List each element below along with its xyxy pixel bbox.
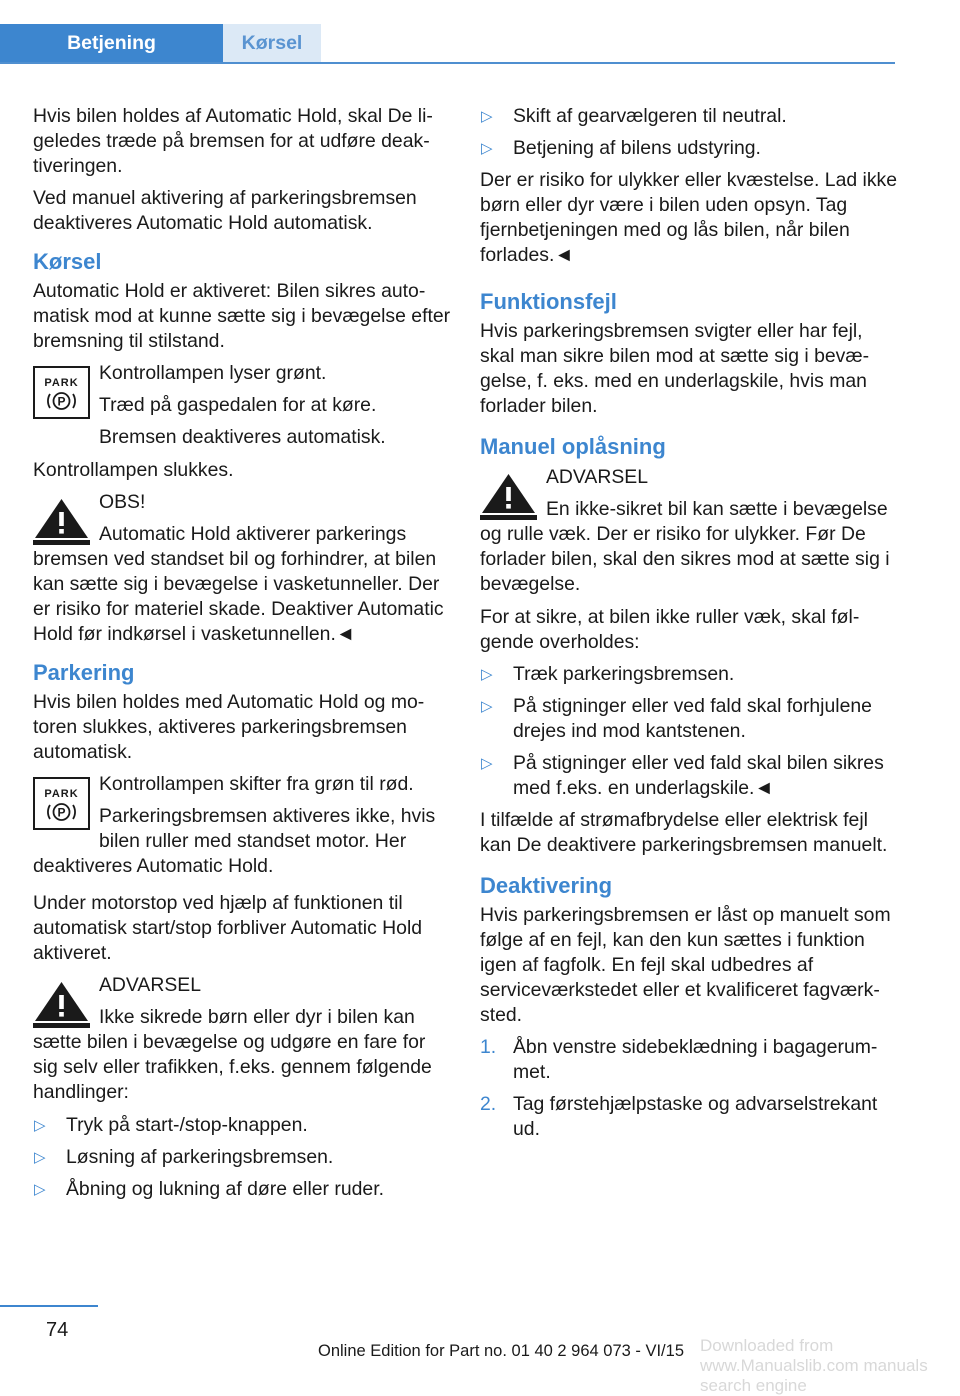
park-icon-label: PARK [44,377,79,389]
warning-triangle-icon [480,473,537,520]
list-item: ▷ Åbning og lukning af døre eller ruder. [34,1178,384,1200]
edition-note: Online Edition for Part no. 01 40 2 964 073 - VI/15 [318,1342,684,1360]
bullet-marker-icon: ▷ [34,1181,46,1198]
funktionsfejl-paragraph: Hvis parkeringsbremsen svigter eller har fejl, skal man sikre bilen mod at sætte sig i bevægelse, f. eks. med en underlagskile, hvis man forlader bilen. [480,320,870,417]
heading-funktionsfejl: Funktionsfejl [480,289,617,314]
heading-korsel: Kørsel [33,249,102,274]
list-item: ▷ Træk parkeringsbremsen. [481,663,735,685]
parkering-indicator-line-1: Kontrollampen skifter fra grøn til rød. [99,773,414,795]
list-item: ▷ På stigninger eller ved fald skal forhjulene drejes ind mod kantstenen. [481,695,872,742]
list-item: ▷ På stigninger eller ved fald skal bilen sikres med f.eks. en underlagskile.◄ [481,752,884,799]
parkering-paragraph-2: Under motorstop ved hjælp af funktionen til automatisk start/stop forbliver Automatic Hold aktiveret. [33,892,423,964]
bullet-marker-icon: ▷ [481,108,493,125]
risk-paragraph: Der er risiko for ulykker eller kvæstelse. Lad ikke børn eller dyr være i bilen uden opsyn. Tag fjernbetjeningen med og lås bilen, når bilen forlades.◄ [480,169,898,266]
adv-title: ADVARSEL [546,466,649,488]
obs-line-1: Automatic Hold aktiverer parkerings [99,523,407,545]
advarsel-bullet-list [33,1113,451,1202]
sikre-bullet-list [480,662,898,801]
parkering-indicator-line-2: Parkeringsbremsen aktiveres ikke, hvis bilen ruller med standset motor. Her [99,805,436,852]
advarsel-notice-right [480,465,898,597]
advarsel-line-1: Ikke sikrede børn eller dyr i bilen kan [99,1006,415,1028]
adv-text: og rulle væk. Der er risiko for ulykker. Før De forlader bilen, skal den sikres mod at sætte sig i bevægelse. [480,523,890,595]
bullet-marker-icon: ▷ [481,666,493,683]
obs-text: bremsen ved standset bil og forhindrer, at bilen kan sætte sig i bevægelse i vasketunneller. Der er risiko for materiel skade. Deaktiver Automatic Hold før indkørsel i vasketunnellen.◄ [33,548,444,645]
sikre-paragraph: For at sikre, at bilen ikke ruller væk, skal følgende overholdes: [480,606,860,653]
park-icon-label: PARK [44,788,79,800]
bullet-marker-icon: ▷ [481,140,493,157]
park-brake-indicator-icon [33,366,90,419]
tab-korsel[interactable]: Kørsel [223,24,321,62]
obs-title: OBS! [99,491,146,513]
advarsel-notice-left [33,973,451,1105]
warning-triangle-icon [33,981,90,1028]
korsel-indicator-block [33,361,451,450]
heading-parkering: Parkering [33,660,135,685]
advarsel-text: sætte bilen i bevægelse og udgøre en fare for sig selv eller trafikken, f.eks. gennem følgende handlinger: [33,1031,432,1103]
list-item: ▷ Skift af gearvælgeren til neutral. [481,105,787,127]
list-item: ▷ Løsning af parkeringsbremsen. [34,1146,334,1168]
bullet-marker-icon: ▷ [481,698,493,715]
list-item: 1. Åbn venstre sidebeklædning i bagagerummet. [480,1036,878,1083]
heading-manuel-oplasning: Manuel oplåsning [480,434,666,459]
adv-line-1: En ikke-sikret bil kan sætte i bevægelse [546,498,888,520]
left-column [33,104,451,1209]
korsel-paragraph-1: Automatic Hold er aktiveret: Bilen sikres automatisk mod at kunne sætte sig i bevægelse efter bremsning til stilstand. [33,280,451,352]
korsel-indicator-line-2: Træd på gaspedalen for at køre. [99,394,377,416]
right-column [480,104,898,1149]
bullet-marker-icon: ▷ [34,1117,46,1134]
park-brake-indicator-icon [33,777,90,830]
page-number: 74 [46,1319,69,1341]
warning-triangle-icon [33,498,90,545]
parkering-paragraph-1: Hvis bilen holdes med Automatic Hold og motoren slukkes, aktiveres parkeringsbremsen automatisk. [33,691,425,763]
obs-notice [33,490,451,647]
korsel-indicator-line-1: Kontrollampen lyser grønt. [99,362,327,384]
continued-bullet-list [480,104,898,161]
list-item: 2. Tag førstehjælpstaske og advarselstrekant ud. [480,1093,878,1140]
advarsel-title: ADVARSEL [99,974,202,996]
korsel-paragraph-2: Kontrollampen slukkes. [33,459,234,481]
parkering-indicator-cont: deaktiveres Automatic Hold. [33,855,274,877]
header-tabs [0,24,895,64]
tab-betjening[interactable]: Betjening [0,24,223,62]
step-number: 2. [480,1093,497,1115]
bullet-marker-icon: ▷ [481,755,493,772]
step-number: 1. [480,1036,497,1058]
heading-deaktivering: Deaktivering [480,873,613,898]
korsel-indicator-line-3: Bremsen deaktiveres automatisk. [99,426,386,448]
park-icon-symbol: P [57,805,66,820]
park-icon-symbol: P [57,394,66,409]
intro-paragraph-1: Hvis bilen holdes af Automatic Hold, skal De ligeledes træde på bremsen for at udføre deaktiveringen. [33,105,433,177]
footer-rule [0,1305,98,1307]
stromafbrydelse-paragraph: I tilfælde af strømafbrydelse eller elektrisk fejl kan De deaktivere parkeringsbremsen manuelt. [480,809,888,856]
watermark: Downloaded from www.Manualslib.com manuals search engine [700,1336,928,1395]
intro-paragraph-2: Ved manuel aktivering af parkeringsbremsen deaktiveres Automatic Hold automatisk. [33,187,417,234]
list-item: ▷ Tryk på start-/stop-knappen. [34,1114,308,1136]
list-item: ▷ Betjening af bilens udstyring. [481,137,761,159]
deaktivering-paragraph: Hvis parkeringsbremsen er låst op manuelt som følge af en fejl, kan den kun sættes i funktion igen af fagfolk. En fejl skal udbedres af serviceværkstedet eller et kvalificeret fagværksted. [480,904,891,1026]
parkering-indicator-block [33,772,451,879]
deaktivering-steps [480,1035,898,1142]
bullet-marker-icon: ▷ [34,1149,46,1166]
